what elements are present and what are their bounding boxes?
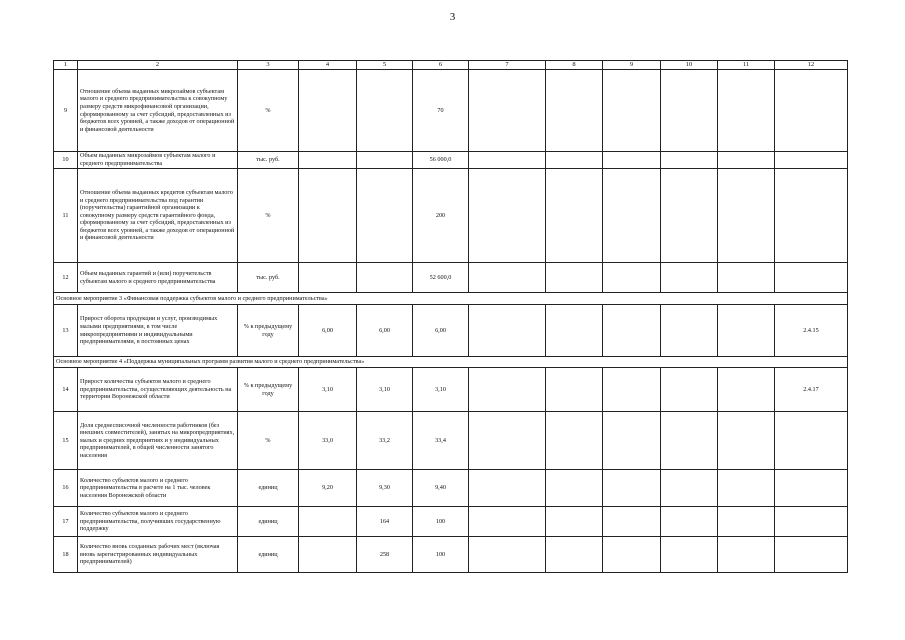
value-col-5-cell: 33,2 bbox=[357, 412, 413, 470]
column-number-header: 5 bbox=[357, 61, 413, 70]
column-number-header: 12 bbox=[775, 61, 848, 70]
value-col-8-cell bbox=[546, 305, 603, 357]
value-col-4-cell bbox=[299, 507, 357, 537]
value-col-9-cell bbox=[603, 152, 661, 169]
table-row bbox=[54, 412, 848, 470]
value-col-9-cell bbox=[603, 70, 661, 152]
value-col-10-cell bbox=[661, 263, 718, 293]
reference-code-cell: 2.4.17 bbox=[775, 368, 848, 412]
value-col-8-cell bbox=[546, 169, 603, 263]
row-number-cell: 17 bbox=[54, 507, 78, 537]
column-number-header: 8 bbox=[546, 61, 603, 70]
value-col-10-cell bbox=[661, 412, 718, 470]
value-col-10-cell bbox=[661, 368, 718, 412]
value-col-6-cell: 3,10 bbox=[413, 368, 469, 412]
indicator-name-cell: Отношение объема выданных микрозаймов субъектам малого и среднего предпринимательства к совокупному размеру средств микрофинансовой организации, сформированному за счет субсидий, предоставленных из бюджетов всех уровней, а также доходов от операционной и финансовой деятельности bbox=[78, 70, 238, 152]
value-col-9-cell bbox=[603, 169, 661, 263]
table-row bbox=[54, 537, 848, 573]
value-col-11-cell bbox=[718, 507, 775, 537]
value-col-9-cell bbox=[603, 470, 661, 507]
table-row bbox=[54, 169, 848, 263]
unit-cell: % к предыдущему году bbox=[238, 368, 299, 412]
table-row bbox=[54, 507, 848, 537]
value-col-7-cell bbox=[469, 368, 546, 412]
reference-code-cell: 2.4.15 bbox=[775, 305, 848, 357]
indicators-table bbox=[53, 60, 848, 573]
row-number-cell: 18 bbox=[54, 537, 78, 573]
value-col-5-cell: 3,10 bbox=[357, 368, 413, 412]
section-row bbox=[54, 293, 848, 305]
value-col-9-cell bbox=[603, 507, 661, 537]
value-col-6-cell: 100 bbox=[413, 507, 469, 537]
reference-code-cell bbox=[775, 470, 848, 507]
row-number-cell: 12 bbox=[54, 263, 78, 293]
unit-cell: единиц bbox=[238, 537, 299, 573]
value-col-8-cell bbox=[546, 70, 603, 152]
section-row bbox=[54, 357, 848, 368]
value-col-8-cell bbox=[546, 368, 603, 412]
value-col-7-cell bbox=[469, 305, 546, 357]
column-number-header: 1 bbox=[54, 61, 78, 70]
value-col-7-cell bbox=[469, 507, 546, 537]
value-col-6-cell: 200 bbox=[413, 169, 469, 263]
reference-code-cell bbox=[775, 507, 848, 537]
table-row bbox=[54, 368, 848, 412]
value-col-9-cell bbox=[603, 263, 661, 293]
row-number-cell: 10 bbox=[54, 152, 78, 169]
section-title: Основное мероприятие 3 «Финансовая поддержка субъектов малого и среднего предпринимательства» bbox=[54, 293, 848, 305]
value-col-11-cell bbox=[718, 263, 775, 293]
column-number-header: 6 bbox=[413, 61, 469, 70]
value-col-6-cell: 56 000,0 bbox=[413, 152, 469, 169]
value-col-11-cell bbox=[718, 412, 775, 470]
row-number-cell: 14 bbox=[54, 368, 78, 412]
indicator-name-cell: Количество субъектов малого и среднего предпринимательства, получивших государственную поддержку bbox=[78, 507, 238, 537]
value-col-4-cell bbox=[299, 537, 357, 573]
indicator-name-cell: Отношение объема выданных кредитов субъектам малого и среднего предпринимательства под гарантии (поручительства) гарантийной организации к совокупному размеру средств гарантийного фонда, сформированному за счет субсидий, предоставленных из бюджетов всех уровней, а также доходов от операционной и финансовой деятельности bbox=[78, 169, 238, 263]
column-number-header: 11 bbox=[718, 61, 775, 70]
value-col-10-cell bbox=[661, 470, 718, 507]
section-title: Основное мероприятие 4 «Поддержка муниципальных программ развития малого и среднего предпринимательства» bbox=[54, 357, 848, 368]
value-col-6-cell: 100 bbox=[413, 537, 469, 573]
value-col-5-cell bbox=[357, 263, 413, 293]
value-col-8-cell bbox=[546, 152, 603, 169]
value-col-9-cell bbox=[603, 412, 661, 470]
unit-cell: % bbox=[238, 70, 299, 152]
column-number-header: 9 bbox=[603, 61, 661, 70]
unit-cell: единиц bbox=[238, 470, 299, 507]
value-col-4-cell: 6,00 bbox=[299, 305, 357, 357]
table-row bbox=[54, 470, 848, 507]
indicator-name-cell: Доля среднесписочной численности работников (без внешних совместителей), занятых на микропредприятиях, малых и средних предприятиях и у индивидуальных предпринимателей, в общей численности занятого населения bbox=[78, 412, 238, 470]
indicator-name-cell: Объем выданных гарантий и (или) поручительств субъектам малого и среднего предпринимательства bbox=[78, 263, 238, 293]
value-col-7-cell bbox=[469, 169, 546, 263]
value-col-7-cell bbox=[469, 263, 546, 293]
value-col-10-cell bbox=[661, 507, 718, 537]
indicator-name-cell: Количество вновь созданных рабочих мест (включая вновь зарегистрированных индивидуальных предпринимателей) bbox=[78, 537, 238, 573]
value-col-11-cell bbox=[718, 70, 775, 152]
reference-code-cell bbox=[775, 412, 848, 470]
reference-code-cell bbox=[775, 537, 848, 573]
value-col-9-cell bbox=[603, 537, 661, 573]
value-col-8-cell bbox=[546, 537, 603, 573]
value-col-5-cell bbox=[357, 152, 413, 169]
table-row bbox=[54, 152, 848, 169]
row-number-cell: 9 bbox=[54, 70, 78, 152]
value-col-4-cell: 9,20 bbox=[299, 470, 357, 507]
unit-cell: тыс. руб. bbox=[238, 152, 299, 169]
row-number-cell: 15 bbox=[54, 412, 78, 470]
value-col-10-cell bbox=[661, 537, 718, 573]
column-number-header: 2 bbox=[78, 61, 238, 70]
indicator-name-cell: Прирост количества субъектов малого и среднего предпринимательства, осуществляющих деятельность на территории Воронежской области bbox=[78, 368, 238, 412]
indicator-name-cell: Объем выданных микрозаймов субъектам малого и среднего предпринимательства bbox=[78, 152, 238, 169]
value-col-11-cell bbox=[718, 368, 775, 412]
unit-cell: % bbox=[238, 412, 299, 470]
value-col-4-cell bbox=[299, 263, 357, 293]
table-row bbox=[54, 70, 848, 152]
unit-cell: тыс. руб. bbox=[238, 263, 299, 293]
value-col-7-cell bbox=[469, 412, 546, 470]
value-col-7-cell bbox=[469, 70, 546, 152]
value-col-5-cell bbox=[357, 70, 413, 152]
value-col-5-cell: 164 bbox=[357, 507, 413, 537]
value-col-10-cell bbox=[661, 70, 718, 152]
value-col-7-cell bbox=[469, 537, 546, 573]
reference-code-cell bbox=[775, 70, 848, 152]
row-number-cell: 11 bbox=[54, 169, 78, 263]
table-row bbox=[54, 305, 848, 357]
value-col-10-cell bbox=[661, 305, 718, 357]
value-col-11-cell bbox=[718, 470, 775, 507]
column-number-header: 4 bbox=[299, 61, 357, 70]
column-number-header: 3 bbox=[238, 61, 299, 70]
reference-code-cell bbox=[775, 263, 848, 293]
value-col-5-cell: 258 bbox=[357, 537, 413, 573]
value-col-4-cell bbox=[299, 70, 357, 152]
value-col-5-cell bbox=[357, 169, 413, 263]
value-col-5-cell: 9,30 bbox=[357, 470, 413, 507]
value-col-10-cell bbox=[661, 152, 718, 169]
header-row bbox=[54, 61, 848, 70]
indicator-name-cell: Прирост оборота продукции и услуг, производимых малыми предприятиями, в том числе микропредприятиями и индивидуальными предпринимателями, в постоянных ценах bbox=[78, 305, 238, 357]
column-number-header: 7 bbox=[469, 61, 546, 70]
indicator-name-cell: Количество субъектов малого и среднего предпринимательства в расчете на 1 тыс. человек населения Воронежской области bbox=[78, 470, 238, 507]
unit-cell: % к предыдущему году bbox=[238, 305, 299, 357]
value-col-8-cell bbox=[546, 412, 603, 470]
value-col-4-cell: 33,0 bbox=[299, 412, 357, 470]
value-col-11-cell bbox=[718, 537, 775, 573]
value-col-7-cell bbox=[469, 470, 546, 507]
value-col-8-cell bbox=[546, 470, 603, 507]
value-col-6-cell: 33,4 bbox=[413, 412, 469, 470]
unit-cell: единиц bbox=[238, 507, 299, 537]
value-col-7-cell bbox=[469, 152, 546, 169]
value-col-6-cell: 52 600,0 bbox=[413, 263, 469, 293]
value-col-9-cell bbox=[603, 368, 661, 412]
value-col-6-cell: 70 bbox=[413, 70, 469, 152]
value-col-6-cell: 9,40 bbox=[413, 470, 469, 507]
value-col-11-cell bbox=[718, 305, 775, 357]
column-number-header: 10 bbox=[661, 61, 718, 70]
unit-cell: % bbox=[238, 169, 299, 263]
value-col-8-cell bbox=[546, 507, 603, 537]
value-col-11-cell bbox=[718, 169, 775, 263]
row-number-cell: 13 bbox=[54, 305, 78, 357]
row-number-cell: 16 bbox=[54, 470, 78, 507]
value-col-5-cell: 6,00 bbox=[357, 305, 413, 357]
page-number: 3 bbox=[449, 11, 456, 23]
reference-code-cell bbox=[775, 169, 848, 263]
value-col-4-cell bbox=[299, 169, 357, 263]
value-col-4-cell: 3,10 bbox=[299, 368, 357, 412]
table-row bbox=[54, 263, 848, 293]
value-col-6-cell: 6,00 bbox=[413, 305, 469, 357]
value-col-10-cell bbox=[661, 169, 718, 263]
value-col-11-cell bbox=[718, 152, 775, 169]
value-col-8-cell bbox=[546, 263, 603, 293]
reference-code-cell bbox=[775, 152, 848, 169]
value-col-4-cell bbox=[299, 152, 357, 169]
value-col-9-cell bbox=[603, 305, 661, 357]
